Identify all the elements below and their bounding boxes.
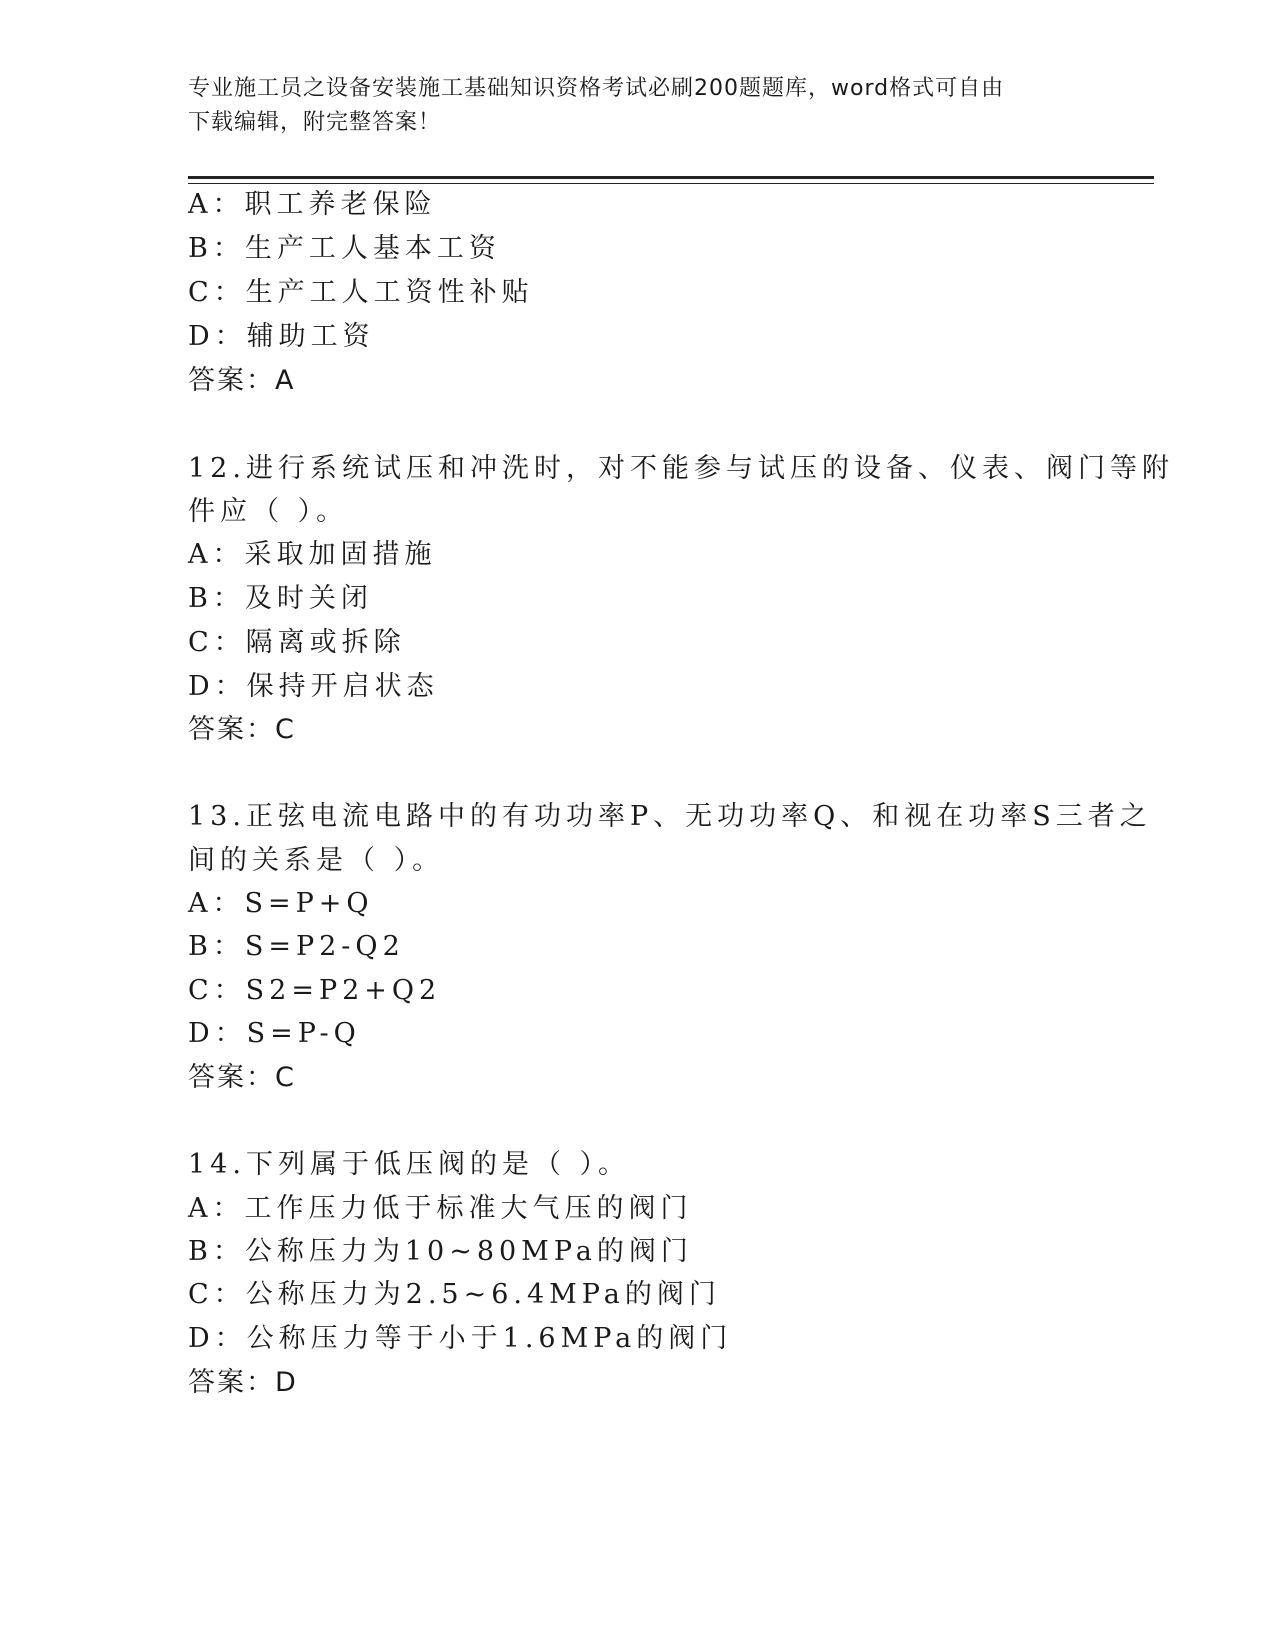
document-header — [188, 72, 1088, 140]
prev-option-c: C：生产工人工资性补贴 — [188, 277, 534, 308]
prev-answer: 答案：A — [188, 365, 296, 396]
q12-stem-line-1: 12.进行系统试压和冲洗时，对不能参与试压的设备、仪表、阀门等附 — [188, 453, 1174, 484]
header-line-1: 专业施工员之设备安装施工基础知识资格考试必刷200题题库，word格式可自由 — [188, 76, 1005, 101]
q13-answer: 答案：C — [188, 1062, 296, 1093]
q13-option-b: B：S=P2-Q2 — [188, 931, 405, 962]
q12-answer: 答案：C — [188, 714, 296, 745]
q13-stem-line-2: 间的关系是（ ）。 — [188, 845, 445, 876]
q14-stem-line-1: 14.下列属于低压阀的是（ ）。 — [188, 1149, 631, 1180]
q12-option-c: C：隔离或拆除 — [188, 627, 406, 658]
q13-option-c: C：S2=P2+Q2 — [188, 975, 442, 1006]
q12-stem-line-2: 件应（ ）。 — [188, 496, 349, 527]
q14-option-c: C：公称压力为2.5~6.4MPa的阀门 — [188, 1279, 721, 1310]
q12-option-a: A：采取加固措施 — [188, 539, 437, 570]
q13-option-d: D：S=P-Q — [188, 1018, 361, 1049]
q14-option-d: D：公称压力等于小于1.6MPa的阀门 — [188, 1323, 733, 1354]
q12-option-d: D：保持开启状态 — [188, 671, 439, 702]
header-rule-thin — [188, 183, 1154, 184]
q14-answer: 答案：D — [188, 1367, 298, 1398]
header-rule-thick — [188, 176, 1154, 179]
q14-option-b: B：公称压力为10~80MPa的阀门 — [188, 1236, 693, 1267]
q13-stem-line-1: 13.正弦电流电路中的有功功率P、无功功率Q、和视在功率S三者之 — [188, 801, 1152, 832]
q13-option-a: A：S=P+Q — [188, 888, 374, 919]
prev-option-d: D：辅助工资 — [188, 321, 375, 352]
prev-option-b: B：生产工人基本工资 — [188, 233, 501, 264]
q14-option-a: A：工作压力低于标准大气压的阀门 — [188, 1193, 693, 1224]
q12-option-b: B：及时关闭 — [188, 583, 373, 614]
header-line-2: 下载编辑，附完整答案！ — [188, 110, 442, 135]
prev-option-a: A：职工养老保险 — [188, 189, 437, 220]
